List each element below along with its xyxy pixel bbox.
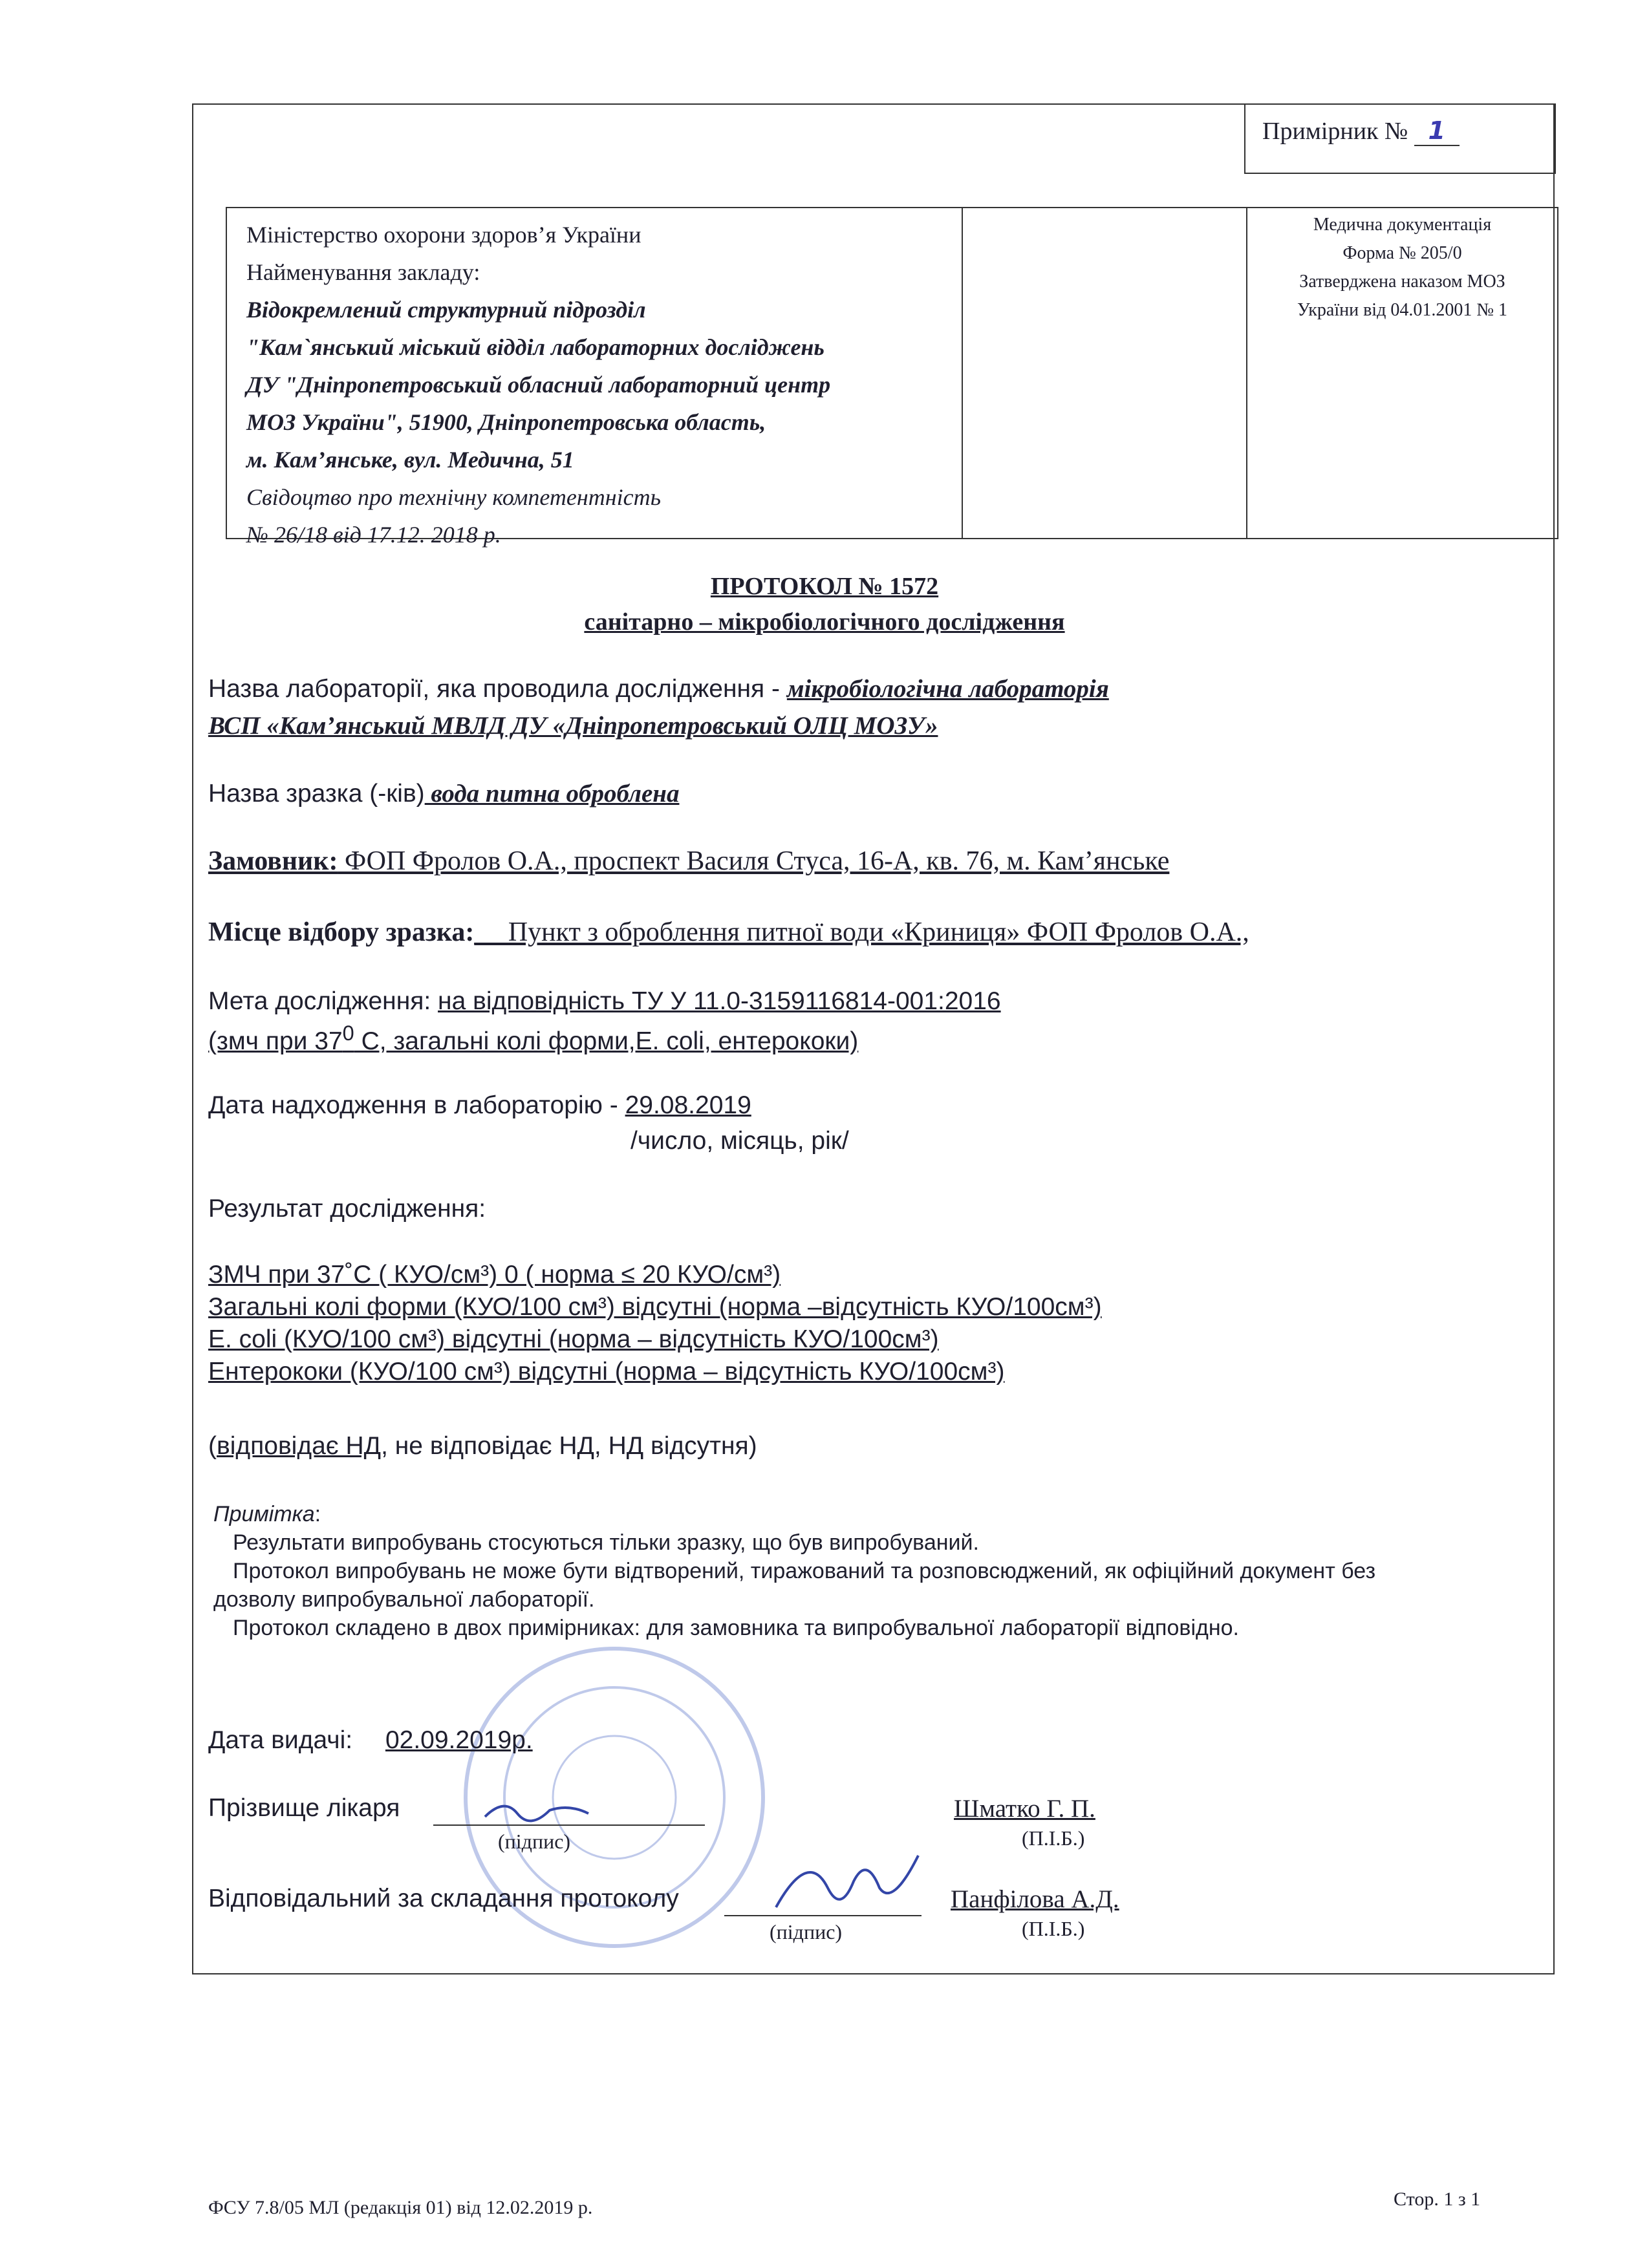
notes-title-colon: : <box>314 1502 321 1526</box>
form-info-line: Затверджена наказом МОЗ <box>1299 272 1505 292</box>
result-row: Е. coli (КУО/100 см³) відсутні (норма – відсутність КУО/100см³) <box>208 1325 939 1353</box>
institution-name-label: Найменування закладу: <box>246 259 480 285</box>
doctor-name: Шматко Г. П. <box>954 1795 1095 1823</box>
purpose-value: на відповідність ТУ У 11.0-3159116814-001:2016 <box>438 987 1001 1015</box>
sample-label: Назва зразка (-ків) <box>208 780 425 808</box>
doctor-signature <box>479 1784 608 1836</box>
institution-line: МОЗ України", 51900, Дніпропетровська область, <box>246 409 766 435</box>
note-item: Протокол складено в двох примірниках: для замовника та випробувальної лабораторії відповідно. <box>233 1616 1239 1640</box>
footer-form-code: ФСУ 7.8/05 МЛ (редакція 01) від 12.02.2019 р. <box>208 2197 593 2218</box>
responsible-sign-hint: (підпис) <box>770 1920 843 1943</box>
issue-label: Дата видачі: <box>208 1726 353 1754</box>
issue-date: 02.09.2019р. <box>385 1726 533 1754</box>
responsible-signature <box>770 1843 925 1927</box>
receipt-date: 29.08.2019 <box>625 1091 751 1119</box>
institution-line: ДУ "Дніпропетровський обласний лабораторний центр <box>246 372 831 398</box>
purpose-label: Мета дослідження: <box>208 987 438 1015</box>
form-info-line: України від 04.01.2001 № 1 <box>1297 300 1508 320</box>
responsible-name: Панфілова А.Д. <box>951 1885 1119 1913</box>
certificate-label: Свідоцтво про технічну компетентність <box>246 484 661 510</box>
result-row: ЗМЧ при 37˚С ( КУО/см³) 0 ( норма ≤ 20 КУО/см³) <box>208 1261 781 1289</box>
form-info-line: Медична документація <box>1313 215 1492 235</box>
notes-title <box>213 1500 321 1528</box>
conformity-post: , не відповідає НД, НД відсутня) <box>381 1432 757 1460</box>
lab-value-2: ВСП «Кам’янський МВЛД ДУ «Дніпропетровський ОЛЦ МОЗУ» <box>208 712 938 740</box>
copy-number-value: 1 <box>1414 116 1460 146</box>
copy-number-box <box>1244 103 1556 174</box>
lab-line <box>208 674 1109 703</box>
result-label: Результат дослідження: <box>208 1195 486 1223</box>
responsible-name-hint: (П.І.Б.) <box>1022 1917 1085 1940</box>
institution-address: м. Кам’янське, вул. Медична, 51 <box>246 447 574 473</box>
result-row: Загальні колі форми (КУО/100 см³) відсутні (норма –відсутність КУО/100см³) <box>208 1293 1102 1321</box>
institution-line: "Кам`янський міський відділ лабораторних досліджень <box>246 334 824 360</box>
receipt-label: Дата надходження в лабораторію - <box>208 1091 625 1119</box>
issue-line <box>208 1726 533 1755</box>
purpose-detail-pre: (змч при 37 <box>208 1027 343 1055</box>
doctor-name-hint: (П.І.Б.) <box>1022 1826 1085 1850</box>
header-table <box>226 207 1558 548</box>
copy-number-label: Примірник № <box>1262 118 1408 145</box>
purpose-detail-post: С, загальні колі форми,Е. coli, ентерококи) <box>354 1027 859 1055</box>
customer-label: Замовник: <box>208 846 338 876</box>
purpose-detail-sup: 0 <box>342 1022 354 1045</box>
lab-label: Назва лабораторії, яка проводила дослідження - <box>208 675 787 703</box>
result-row: Ентерококи (КУО/100 см³) відсутні (норма – відсутність КУО/100см³) <box>208 1358 1005 1385</box>
ministry-name: Міністерство охорони здоров’я України <box>246 222 641 248</box>
purpose-line-2 <box>208 1022 858 1056</box>
receipt-line <box>208 1091 751 1120</box>
sample-line <box>208 779 679 808</box>
conformity-line <box>208 1432 757 1460</box>
protocol-title: ПРОТОКОЛ № 1572 <box>710 573 939 600</box>
doctor-sign-hint: (підпис) <box>498 1830 571 1853</box>
note-item: дозволу випробувальної лабораторії. <box>213 1587 595 1612</box>
institution-line: Відокремлений структурний підрозділ <box>246 297 646 323</box>
protocol-subtitle: санітарно – мікробіологічного дослідження <box>584 608 1065 636</box>
header-divider <box>962 208 963 538</box>
note-item: Протокол випробувань не може бути відтворений, тиражований та розповсюджений, як офіційний документ без <box>233 1559 1376 1583</box>
institution-block <box>246 216 830 553</box>
sampling-place-label: Місце відбору зразка: <box>208 917 475 947</box>
lab-line-2 <box>208 711 938 740</box>
responsible-label: Відповідальний за складання протоколу <box>208 1885 679 1912</box>
sample-value: вода питна оброблена <box>424 780 680 808</box>
customer-value: ФОП Фролов О.А., проспект Василя Стуса, 16-А, кв. 76, м. Кам’янське <box>338 846 1170 876</box>
conformity-pre: ( <box>208 1432 217 1460</box>
sampling-place-value: __ Пункт з оброблення питної води «Криниця» ФОП Фролов О.А., <box>474 917 1249 947</box>
conformity-selected: відповідає НД <box>217 1432 382 1460</box>
sampling-place-line <box>208 917 1249 948</box>
lab-value: мікробіологічна лабораторія <box>786 675 1109 703</box>
purpose-line <box>208 987 1001 1016</box>
footer-page-number: Стор. 1 з 1 <box>1394 2188 1481 2210</box>
doctor-label: Прізвище лікаря <box>208 1794 400 1822</box>
notes-title-text: Примітка <box>213 1502 315 1526</box>
note-item: Результати випробувань стосуються тільки зразку, що був випробуваний. <box>233 1530 979 1555</box>
form-info <box>1247 208 1557 325</box>
certificate-number: № 26/18 від 17.12. 2018 р. <box>246 522 501 548</box>
form-info-line: Форма № 205/0 <box>1342 243 1462 263</box>
customer-line <box>208 846 1169 877</box>
receipt-hint: /число, місяць, рік/ <box>630 1127 849 1155</box>
